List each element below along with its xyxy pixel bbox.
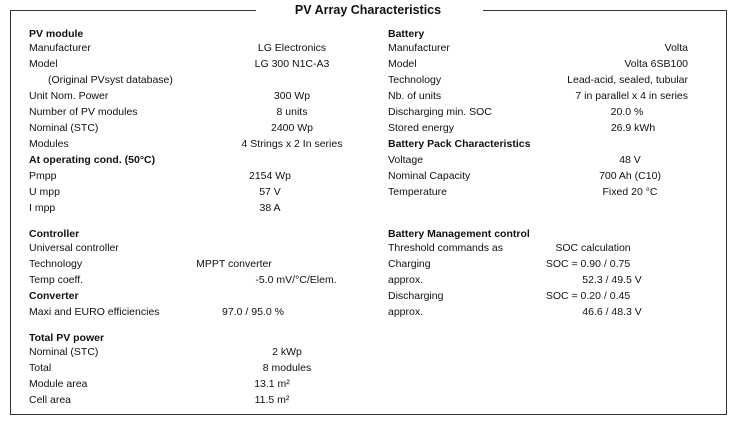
pmpp-value: 2154 Wp <box>248 170 292 182</box>
controller-temp-label: Temp coeff. <box>29 274 84 286</box>
battery-heading: Battery <box>388 28 425 40</box>
pv-manufacturer-label: Manufacturer <box>29 42 91 54</box>
pmpp-label: Pmpp <box>29 170 57 182</box>
frame-top-line-right <box>483 10 727 11</box>
battery-units-label: Nb. of units <box>388 90 442 102</box>
umpp-label: U mpp <box>29 186 60 198</box>
battery-model-label: Model <box>388 58 417 70</box>
battery-technology-label: Technology <box>388 74 442 86</box>
battery-manufacturer-label: Manufacturer <box>388 42 450 54</box>
total-area-label: Module area <box>29 378 88 390</box>
controller-heading: Controller <box>29 228 80 240</box>
pack-temp-label: Temperature <box>388 186 447 198</box>
bms-charging-value: SOC = 0.90 / 0.75 <box>545 258 631 270</box>
section-title: PV Array Characteristics <box>263 3 473 17</box>
section-frame <box>10 10 727 415</box>
pack-voltage-value: 48 V <box>619 154 641 166</box>
pv-model-label: Model <box>29 58 58 70</box>
bms-discharging-label: Discharging <box>388 290 444 302</box>
pack-heading: Battery Pack Characteristics <box>388 138 531 150</box>
pv-nominal-value: 2400 Wp <box>270 122 314 134</box>
total-total-label: Total <box>29 362 52 374</box>
converter-eff-value: 97.0 / 95.0 % <box>222 306 284 318</box>
battery-model-value: Volta 6SB100 <box>624 58 688 70</box>
pv-model-value: LG 300 N1C-A3 <box>254 58 330 70</box>
bms-approx1-value: 52.3 / 49.5 V <box>582 274 642 286</box>
total-cell-label: Cell area <box>29 394 72 406</box>
pack-capacity-label: Nominal Capacity <box>388 170 471 182</box>
pv-unit-power-label: Unit Nom. Power <box>29 90 109 102</box>
bms-approx2-value: 46.6 / 48.3 V <box>582 306 642 318</box>
impp-label: I mpp <box>29 202 56 214</box>
converter-eff-label: Maxi and EURO efficiencies <box>29 306 160 318</box>
battery-energy-label: Stored energy <box>388 122 454 134</box>
impp-value: 38 A <box>259 202 281 214</box>
pv-db-note: (Original PVsyst database) <box>48 74 173 86</box>
controller-universal: Universal controller <box>29 242 119 254</box>
pv-unit-power-value: 300 Wp <box>273 90 311 102</box>
pack-temp-value: Fixed 20 °C <box>602 186 658 198</box>
bms-discharging-value: SOC = 0.20 / 0.45 <box>545 290 631 302</box>
pv-manufacturer-value: LG Electronics <box>257 42 327 54</box>
converter-heading: Converter <box>29 290 79 302</box>
battery-soc-label: Discharging min. SOC <box>388 106 492 118</box>
battery-technology-value: Lead-acid, sealed, tubular <box>567 74 688 86</box>
pv-nominal-label: Nominal (STC) <box>29 122 99 134</box>
umpp-value: 57 V <box>259 186 281 198</box>
pack-voltage-label: Voltage <box>388 154 424 166</box>
operating-heading: At operating cond. (50°C) <box>29 154 156 166</box>
total-nominal-value: 2 kWp <box>272 346 302 358</box>
total-cell-value: 11.5 m² <box>254 394 290 406</box>
total-nominal-label: Nominal (STC) <box>29 346 99 358</box>
pv-module-heading: PV module <box>29 28 84 40</box>
total-total-value: 8 modules <box>262 362 312 374</box>
total-heading: Total PV power <box>29 332 105 344</box>
pv-modules-value: 4 Strings x 2 In series <box>241 138 343 150</box>
battery-energy-value: 26.9 kWh <box>610 122 656 134</box>
pv-modules-label: Modules <box>29 138 69 150</box>
pack-capacity-value: 700 Ah (C10) <box>599 170 661 182</box>
bms-heading: Battery Management control <box>388 228 530 240</box>
bms-threshold-label: Threshold commands as <box>388 242 503 254</box>
bms-charging-label: Charging <box>388 258 431 270</box>
pv-num-modules-label: Number of PV modules <box>29 106 138 118</box>
battery-soc-value: 20.0 % <box>610 106 644 118</box>
controller-technology-label: Technology <box>29 258 83 270</box>
total-area-value: 13.1 m² <box>254 378 290 390</box>
pv-num-modules-value: 8 units <box>276 106 308 118</box>
controller-temp-value: -5.0 mV/°C/Elem. <box>255 274 337 286</box>
frame-top-line-left <box>10 10 256 11</box>
bms-approx2-label: approx. <box>388 306 424 318</box>
bms-threshold-value: SOC calculation <box>555 242 631 254</box>
battery-units-value: 7 in parallel x 4 in series <box>575 90 688 102</box>
controller-technology-value: MPPT converter <box>196 258 272 270</box>
battery-manufacturer-value: Volta <box>664 42 688 54</box>
bms-approx1-label: approx. <box>388 274 424 286</box>
